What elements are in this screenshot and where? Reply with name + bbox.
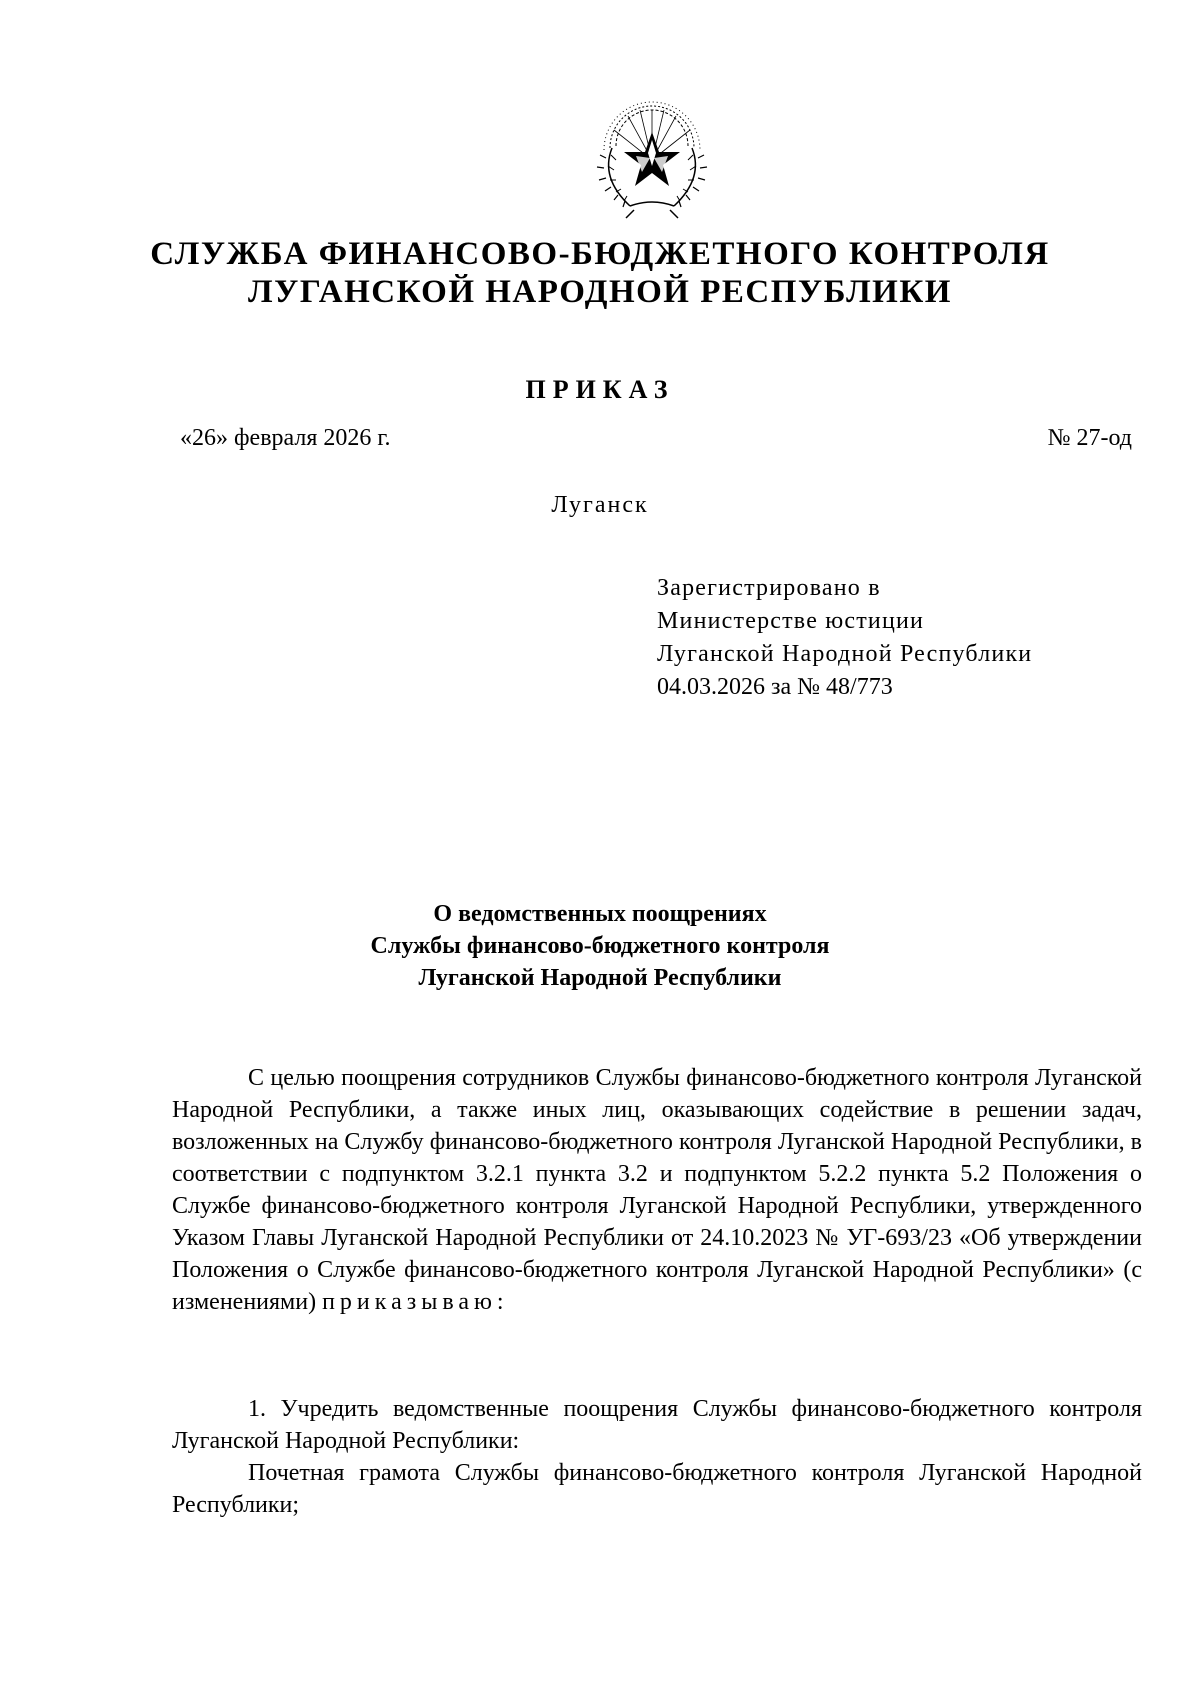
document-subject [0, 898, 1200, 994]
document-type: ПРИКАЗ [525, 375, 675, 404]
organization-title-line2: ЛУГАНСКОЙ НАРОДНОЙ РЕСПУБЛИКИ [248, 274, 952, 310]
preamble-text: С целью поощрения сотрудников Службы финансово-бюджетного контроля Луганской Народной Республики, а также иных лиц, оказывающих содействие в решении задач, возложенных на Службу финансово-бюджетного контроля Луганской Народной Республики, в соответствии с подпунктом 3.2.1 пункта 3.2 и подпунктом 5.2.2 пункта 5.2 Положения о Службе финансово-бюджетного контроля Луганской Народной Республики, утвержденного Указом Главы Луганской Народной Республики от 24.10.2023 № УГ-693/23 «Об утверждении Положения о Службе финансово-бюджетного контроля Луганской Народной Республики» (с изменениями) [172, 1065, 1142, 1315]
preamble-paragraph [172, 1062, 1142, 1318]
order-item-1: 1. Учредить ведомственные поощрения Службы финансово-бюджетного контроля Луганской Народной Республики: [172, 1396, 1142, 1454]
document-city: Луганск [551, 492, 649, 518]
subject-line2: Службы финансово-бюджетного контроля [370, 933, 830, 959]
registration-line4: 04.03.2026 за № 48/773 [657, 674, 893, 700]
registration-line3: Луганской Народной Республики [657, 641, 1033, 667]
subject-line1: О ведомственных поощрениях [433, 901, 767, 927]
document-number: № 27-од [1047, 425, 1132, 451]
registration-line2: Министерстве юстиции [657, 608, 925, 634]
subject-line3: Луганской Народной Республики [418, 965, 782, 991]
document-date: «26» февраля 2026 г. [180, 425, 391, 451]
order-word: приказываю: [322, 1289, 509, 1315]
order-item-1-award: Почетная грамота Службы финансово-бюджетного контроля Луганской Народной Республики; [172, 1460, 1142, 1518]
organization-title-line1: СЛУЖБА ФИНАНСОВО-БЮДЖЕТНОГО КОНТРОЛЯ [150, 236, 1050, 272]
registration-note [657, 572, 1032, 704]
registration-line1: Зарегистрировано в [657, 575, 881, 601]
star-wreath-emblem-icon [582, 88, 722, 220]
